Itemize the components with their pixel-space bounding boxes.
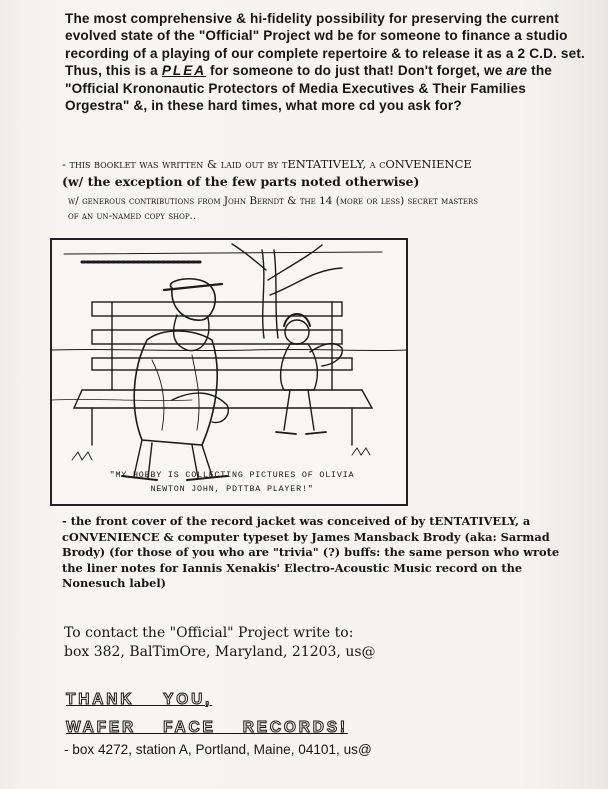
thank-you-line-2: WAFER FACE RECORDS!: [66, 719, 348, 736]
booklet-credit-exception: (w/ the exception of the few parts noted otherwise): [62, 174, 420, 189]
cartoon-caption: [82, 468, 382, 496]
thank-you-heading: [66, 686, 586, 742]
front-cover-note: - the front cover of the record jacket was conceived of by tENTATIVELY, a cONVENIENCE & computer typeset by James Mansback Brody (aka: Sarmad Brody) (for those of you who are "trivia" (?) buffs: the same person who wrote the liner notes for Iannis Xenakis' Electro-Acoustic Music record on the Nonesuch label): [62, 514, 560, 591]
booklet-contributions: w/ generous contributions from John Berndt & the 14 (more or less) secret masters of an un-named copy shop..: [68, 195, 479, 222]
label-address: - box 4272, station A, Portland, Maine, 04101, us@: [64, 742, 372, 757]
cartoon-illustration: [50, 238, 408, 506]
contact-line-2: box 382, BalTimOre, Maryland, 21203, us@: [64, 644, 376, 660]
contact-info: [64, 624, 584, 662]
caption-line-1: "MY HOBBY IS COLLECTING PICTURES OF OLIVIA: [109, 470, 355, 480]
plea-word: PLEA: [161, 63, 207, 79]
are-word: are: [506, 63, 528, 79]
intro-paragraph: [65, 10, 585, 114]
intro-text-part3: the "Official Krononautic Protectors of Media Executives & Their Families Orgestra" &, in these hard times, what more cd you ask for?: [65, 63, 553, 114]
caption-line-2: NEWTON JOHN, PDTTBA PLAYER!": [150, 484, 314, 494]
intro-text-part2: for someone to do just that! Don't forget, we: [206, 63, 507, 79]
thank-you-line-1: THANK YOU,: [66, 691, 213, 708]
booklet-credit: - this booklet was written & laid out by tENTATIVELY, a cONVENIENCE: [62, 157, 472, 171]
intro-text-part1: The most comprehensive & hi-fidelity possibility for preserving the current evolved state of the "Official" Project wd be for someone to finance a studio recording of a playing of our complete repertoire & to release it as a 2 C.D. set. Thus, this is a: [65, 11, 585, 79]
contact-line-1: To contact the "Official" Project write to:: [64, 625, 354, 641]
cartoon-drawing: [52, 240, 406, 504]
